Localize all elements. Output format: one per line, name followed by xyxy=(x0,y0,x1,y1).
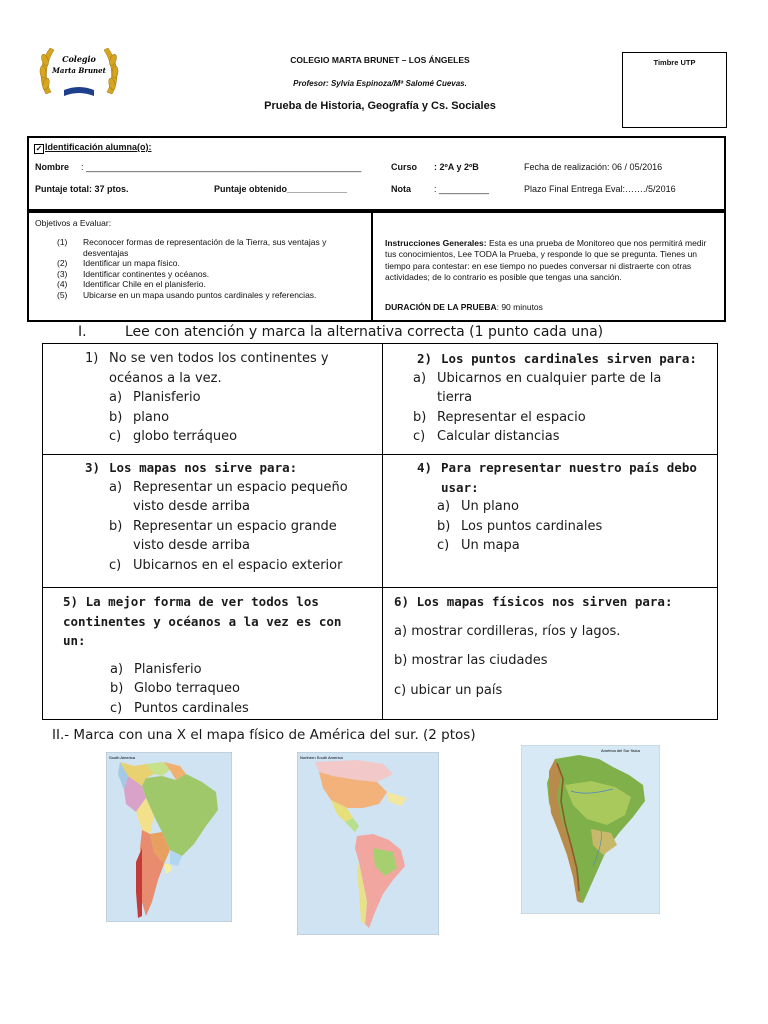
option-letter: a) xyxy=(437,499,451,514)
question-text: océanos a la vez. xyxy=(109,370,222,386)
question-number: 5) xyxy=(63,594,79,609)
question-number: 2) xyxy=(417,351,433,366)
answer-option[interactable] xyxy=(85,517,375,537)
question-number: 6) xyxy=(394,594,410,609)
political-map-america[interactable] xyxy=(297,752,439,935)
duration xyxy=(385,302,543,312)
answer-option[interactable] xyxy=(63,699,377,719)
date-label: Fecha de realización: 06 / 05/2016 xyxy=(524,162,663,172)
question-text-line: Los mapas físicos nos sirven para: xyxy=(416,594,673,609)
option-text: Los puntos cardinales xyxy=(461,518,603,534)
objective-num: (1) xyxy=(57,237,68,247)
map-caption: South America xyxy=(109,755,136,760)
objective-text: Reconocer formas de representación de la Tierra, sus ventajas y desventajas xyxy=(83,237,327,258)
option-text: Ubicarnos en el espacio exterior xyxy=(133,557,343,573)
option-letter: b) xyxy=(109,518,123,534)
option-letter: c) xyxy=(110,700,123,716)
objective-item xyxy=(29,237,369,258)
answer-option[interactable] xyxy=(85,478,375,498)
section-1-title: Lee con atención y marca la alternativa correcta (1 punto cada una) xyxy=(125,324,604,340)
option-letter: b) xyxy=(110,681,124,696)
objective-item xyxy=(29,258,369,269)
question-text: usar: xyxy=(441,479,479,495)
option-letter: b) xyxy=(109,409,123,425)
option-letter: c) xyxy=(109,557,122,573)
identification-box xyxy=(27,136,726,211)
option-text: visto desde arriba xyxy=(133,538,250,553)
option-letter: c) xyxy=(394,682,407,698)
option-text: Planisferio xyxy=(133,390,201,405)
course-label: Curso xyxy=(391,162,418,172)
answer-option[interactable] xyxy=(413,517,713,537)
question-5 xyxy=(63,592,377,718)
question-number: 4) xyxy=(417,460,433,475)
option-letter: b) xyxy=(413,409,427,425)
section-2-title: II.- Marca con una X el mapa físico de América del sur. (2 ptos) xyxy=(52,727,476,743)
stamp-label: Timbre UTP xyxy=(653,58,696,67)
objective-num: (2) xyxy=(57,258,68,269)
answer-option[interactable] xyxy=(413,536,713,556)
objectives-box xyxy=(27,211,373,322)
option-text: visto desde arriba xyxy=(133,499,250,514)
objective-num: (3) xyxy=(57,268,68,279)
identification-heading xyxy=(34,142,152,154)
grade-field[interactable]: : __________ xyxy=(434,184,490,194)
grid-divider xyxy=(382,344,383,719)
answer-option[interactable] xyxy=(394,622,714,642)
question-2 xyxy=(413,349,713,447)
option-letter: c) xyxy=(413,429,426,444)
answer-option[interactable] xyxy=(413,427,713,447)
school-logo xyxy=(36,40,122,102)
option-letter: a) xyxy=(394,623,408,639)
answer-option[interactable] xyxy=(63,679,377,699)
score-total: Puntaje total: 37 ptos. xyxy=(35,184,129,194)
question-text xyxy=(394,592,714,612)
answer-option[interactable] xyxy=(85,408,375,428)
deadline-label: Plazo Final Entrega Eval:……./5/2016 xyxy=(524,184,676,194)
section-1-heading xyxy=(78,324,603,340)
map-caption: Northern South America xyxy=(300,755,343,760)
option-text: Calcular distancias xyxy=(437,429,560,444)
objective-text: Identificar Chile en el planisferio. xyxy=(83,279,206,290)
answer-option[interactable] xyxy=(85,556,375,576)
option-text: Planisferio xyxy=(134,661,202,677)
grade-label: Nota xyxy=(391,184,411,194)
question-6 xyxy=(394,592,714,700)
option-text: mostrar las ciudades xyxy=(411,653,548,668)
question-number: 1) xyxy=(85,351,99,366)
objective-item xyxy=(29,279,369,290)
question-text: Los puntos cardinales sirven para: xyxy=(441,351,697,366)
question-1 xyxy=(85,349,375,447)
question-text: un: xyxy=(63,633,86,648)
objective-num: (4) xyxy=(57,279,68,290)
answer-option[interactable] xyxy=(413,408,713,428)
checkbox-icon: ✓ xyxy=(35,144,43,153)
grid-divider xyxy=(43,454,717,455)
answer-option[interactable] xyxy=(413,369,713,389)
section-1-number: I. xyxy=(78,324,87,340)
option-text: Representar un espacio grande xyxy=(133,518,337,534)
objectives-heading: Objetivos a Evaluar: xyxy=(35,218,112,228)
duration-label: DURACIÓN DE LA PRUEBA xyxy=(385,302,497,312)
duration-value: : 90 minutos xyxy=(496,302,543,312)
option-letter: c) xyxy=(109,429,122,444)
option-letter: a) xyxy=(109,479,123,495)
logo-text-line2: Marta Brunet xyxy=(52,66,106,75)
instructions-box xyxy=(371,211,726,322)
grid-divider xyxy=(43,587,717,588)
objective-text: Identificar un mapa físico. xyxy=(83,258,180,269)
question-4 xyxy=(413,458,713,556)
question-text: Los mapas nos sirve para: xyxy=(109,460,298,475)
instructions-text xyxy=(385,238,717,283)
objective-item xyxy=(29,269,369,280)
answer-option[interactable] xyxy=(85,388,375,408)
objective-num: (5) xyxy=(57,289,68,300)
option-text: tierra xyxy=(437,390,473,405)
questions-grid xyxy=(42,343,718,720)
map-caption: América del Sur física xyxy=(601,748,640,753)
option-letter: c) xyxy=(437,538,450,553)
answer-option[interactable] xyxy=(413,497,713,517)
course-value: : 2ºA y 2ºB xyxy=(434,162,479,172)
answer-option[interactable] xyxy=(63,660,377,680)
answer-option[interactable] xyxy=(394,651,714,671)
option-text: mostrar cordilleras, ríos y lagos. xyxy=(411,623,621,639)
objective-text: Identificar continentes y océanos. xyxy=(83,268,210,279)
option-text: Representar el espacio xyxy=(437,409,586,425)
option-text: globo terráqueo xyxy=(133,429,238,444)
objective-item xyxy=(29,290,369,301)
option-letter: a) xyxy=(109,390,123,405)
question-text: continentes y océanos a la vez es con xyxy=(63,613,342,629)
question-text xyxy=(63,592,377,612)
objectives-list xyxy=(29,237,369,301)
name-field[interactable]: : _______________________________________________________ xyxy=(81,162,362,172)
answer-option[interactable] xyxy=(394,681,714,701)
physical-map-south-america[interactable] xyxy=(521,745,660,914)
instructions-body: Esta es una prueba de Monitoreo que nos permitirá medir tus conocimientos, Lee TODA la Prueba, y responde lo que se pregunta. Tienes un tiempo para contestar: en ese tiempo no puedes conversar ni distraerte con otras actividades; de lo contrario es posible que tengas una sanción. xyxy=(385,238,707,282)
option-text: Un mapa xyxy=(461,538,520,553)
option-text: Globo terraqueo xyxy=(134,681,240,696)
score-obtained-field[interactable]: Puntaje obtenido____________ xyxy=(214,184,348,194)
option-text: Un plano xyxy=(461,499,519,514)
name-label: Nombre xyxy=(35,162,70,172)
instructions-heading: Instrucciones Generales: xyxy=(385,238,487,248)
option-letter: b) xyxy=(394,653,408,668)
logo-text-line1: Colegio xyxy=(62,54,96,64)
exam-title: Prueba de Historia, Geografía y Cs. Sociales xyxy=(264,100,496,112)
objective-text: Ubicarse en un mapa usando puntos cardinales y referencias. xyxy=(83,289,317,300)
identification-heading-text: Identificación alumna(o): xyxy=(45,142,152,152)
political-map-south-america[interactable] xyxy=(106,752,232,922)
utp-stamp-box xyxy=(622,52,727,128)
option-text: ubicar un país xyxy=(410,682,503,698)
question-number: 3) xyxy=(85,460,101,475)
school-name: COLEGIO MARTA BRUNET – LOS ÁNGELES xyxy=(290,55,470,65)
question-text: Para representar nuestro país debo xyxy=(441,460,697,475)
teacher-names: Profesor: Sylvia Espinoza/Mª Salomé Cuevas. xyxy=(293,79,467,88)
question-text: No se ven todos los continentes y xyxy=(109,351,329,366)
option-text: Puntos cardinales xyxy=(134,700,249,716)
option-text: Representar un espacio pequeño xyxy=(133,479,348,495)
question-text-line: La mejor forma de ver todos los xyxy=(85,594,319,609)
option-letter: a) xyxy=(110,661,124,677)
option-text: plano xyxy=(133,409,170,425)
question-3 xyxy=(85,458,375,575)
option-letter: a) xyxy=(413,370,427,386)
option-text: Ubicarnos en cualquier parte de la xyxy=(437,370,662,386)
option-letter: b) xyxy=(437,518,451,534)
answer-option[interactable] xyxy=(85,427,375,447)
